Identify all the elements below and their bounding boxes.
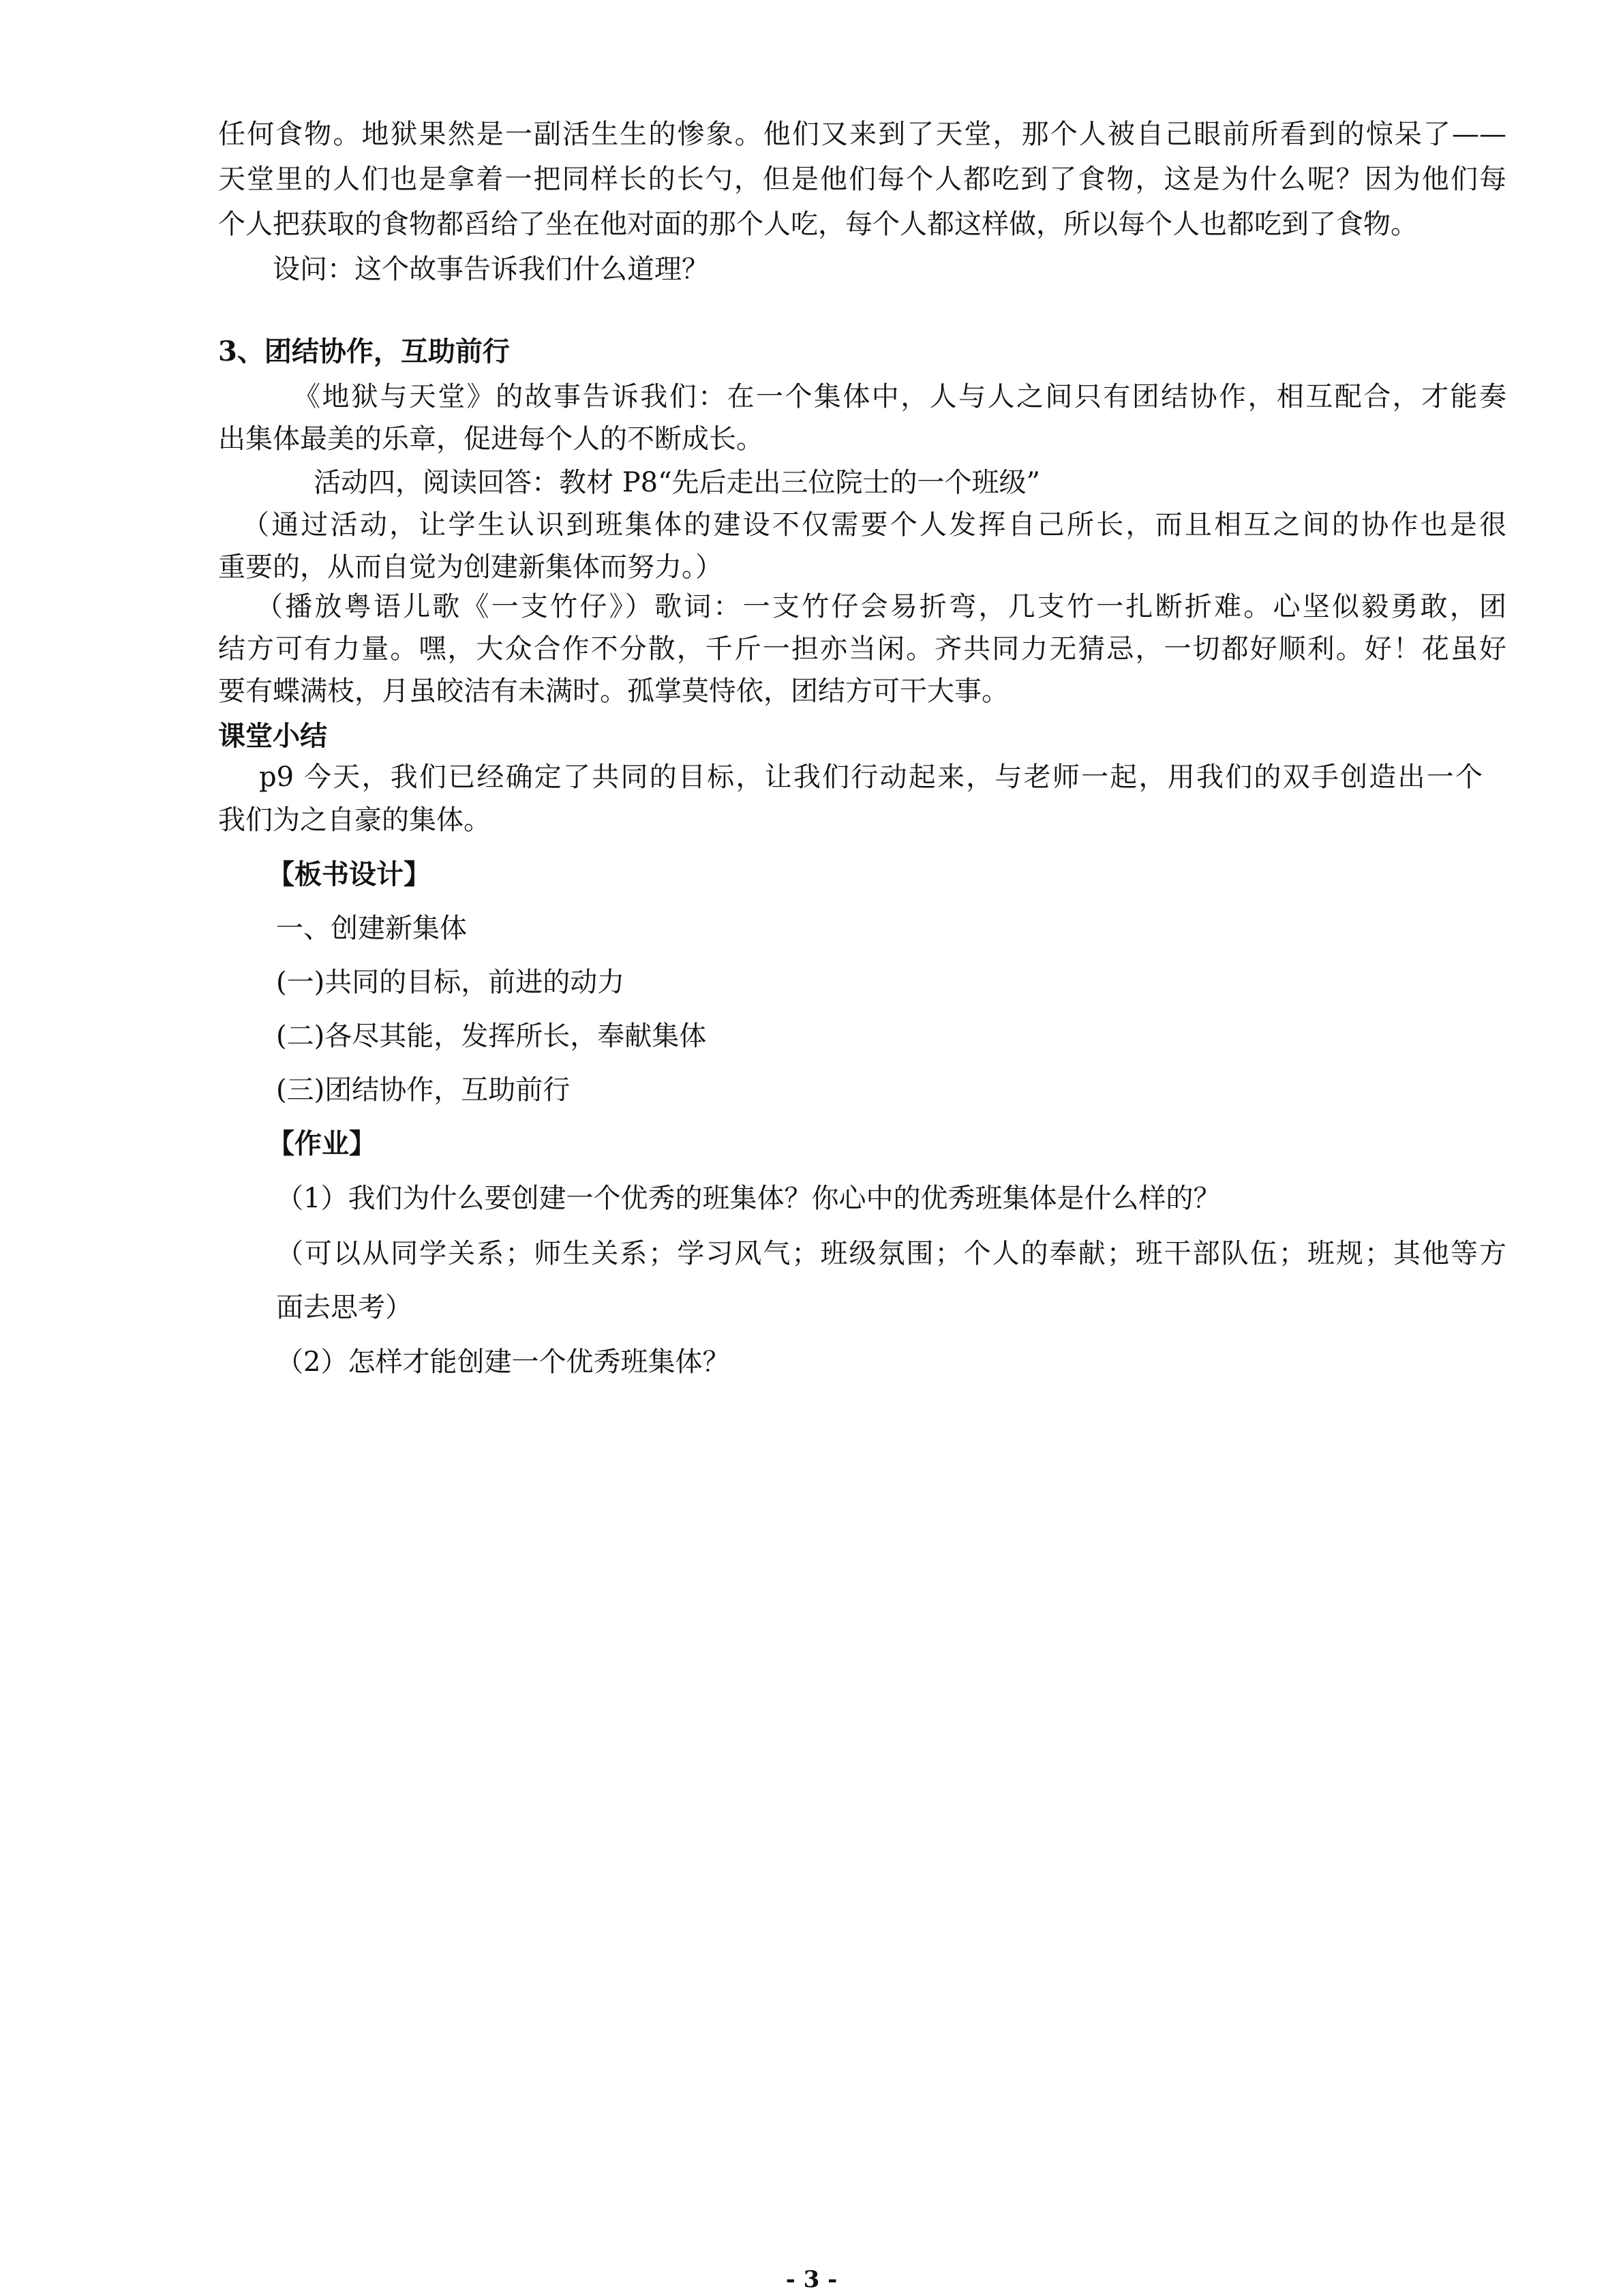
activity-note: 重要的，从而自觉为创建新集体而努力。） — [218, 552, 723, 583]
activity-text: 活动四，阅读回答：教材 P8“先后走出三位院士的一个班级” — [314, 467, 1040, 498]
section-heading: 3、团结协作，互助前行 — [218, 335, 510, 367]
section-paragraph: 出集体最美的乐章，促进每个人的不断成长。 — [218, 423, 763, 455]
story-line: 个人把获取的食物都舀给了坐在他对面的那个人吃，每个人都这样做，所以每个人也都吃到了食物。 — [218, 209, 1418, 240]
board-item: 一、创建新集体 — [276, 913, 467, 944]
summary-heading: 课堂小结 — [218, 720, 327, 752]
story-question: 设问：这个故事告诉我们什么道理？ — [273, 254, 709, 285]
board-item: (三)团结协作，互助前行 — [276, 1074, 571, 1106]
story-line: 任何食物。地狱果然是一副活生生的惨象。他们又来到了天堂，那个人被自己眼前所看到的惊呆了—— — [218, 119, 1506, 150]
homework-hint: 面去思考） — [276, 1292, 412, 1323]
homework-question: （2）怎样才能创建一个优秀班集体？ — [276, 1346, 730, 1378]
board-item: (二)各尽其能，发挥所长，奉献集体 — [276, 1021, 707, 1052]
activity-note: （通过活动，让学生认识到班集体的建设不仅需要个人发挥自己所长，而且相互之间的协作也是很 — [242, 509, 1506, 541]
summary-text: 我们为之自豪的集体。 — [218, 804, 491, 836]
song-lyrics: （播放粤语儿歌《一支竹仔》）歌词：一支竹仔会易折弯，几支竹一扎断折难。心坚似毅勇敢，团 — [256, 591, 1506, 622]
board-heading: 【板书设计】 — [267, 858, 431, 890]
page-number: - 3 - — [785, 2266, 838, 2293]
story-line: 天堂里的人们也是拿着一把同样长的长勺，但是他们每个人都吃到了食物，这是为什么呢？因为他们每 — [218, 164, 1506, 195]
section-paragraph: 《地狱与天堂》的故事告诉我们：在一个集体中，人与人之间只有团结协作，相互配合，才能奏 — [293, 381, 1506, 412]
homework-question: （1）我们为什么要创建一个优秀的班集体？你心中的优秀班集体是什么样的？ — [276, 1183, 1221, 1214]
song-lyrics: 结方可有力量。嘿，大众合作不分散，千斤一担亦当闲。齐共同力无猜忌，一切都好顺利。好！花虽好 — [218, 633, 1506, 665]
homework-hint: （可以从同学关系；师生关系；学习风气；班级氛围；个人的奉献；班干部队伍；班规；其他等方 — [276, 1238, 1506, 1269]
homework-heading: 【作业】 — [267, 1128, 376, 1160]
board-item: (一)共同的目标，前进的动力 — [276, 967, 625, 998]
summary-text: p9 今天，我们已经确定了共同的目标，让我们行动起来，与老师一起，用我们的双手创造出一个 — [259, 761, 1483, 793]
song-lyrics: 要有蝶满枝，月虽皎洁有未满时。孤掌莫恃依，团结方可干大事。 — [218, 676, 1009, 707]
